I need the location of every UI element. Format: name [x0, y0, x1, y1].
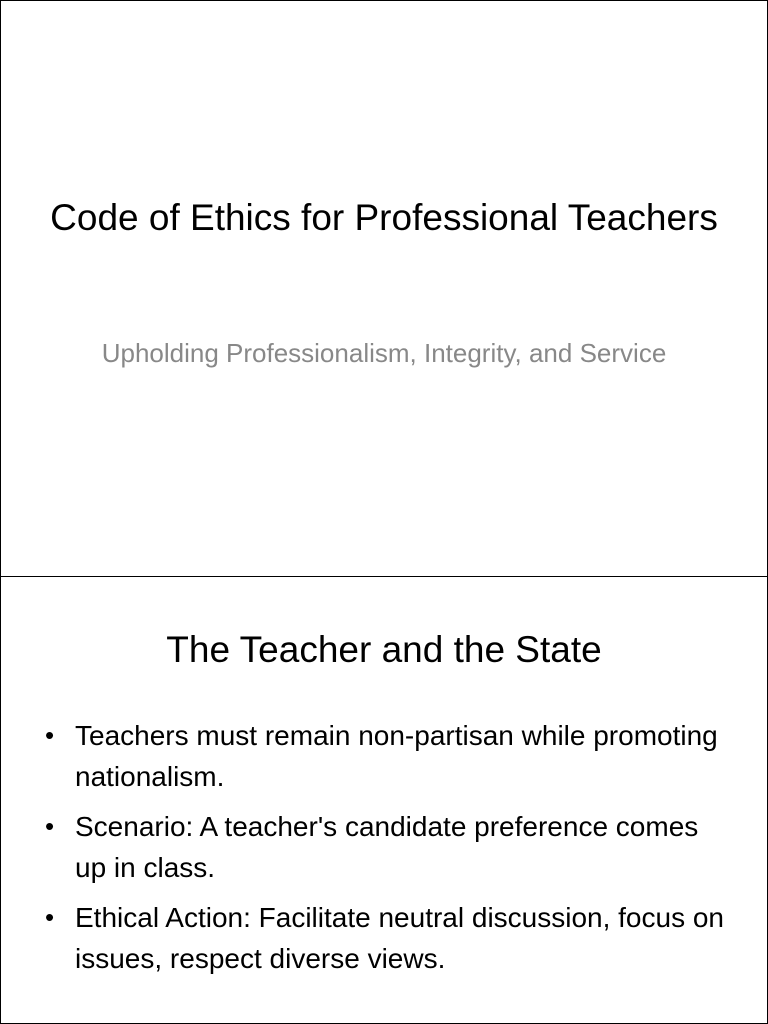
bullet-text: Ethical Action: Facilitate neutral discussion, focus on issues, respect diverse views.	[75, 902, 725, 974]
content-slide	[0, 576, 768, 1024]
bullet-item	[45, 715, 727, 797]
bullet-item	[45, 806, 727, 888]
bullet-icon: •	[45, 720, 55, 750]
bullet-item	[45, 897, 727, 979]
slide-title: Code of Ethics for Professional Teachers	[50, 197, 718, 238]
bullet-icon: •	[45, 811, 55, 841]
slide-title: The Teacher and the State	[166, 629, 602, 670]
bullet-text: Teachers must remain non-partisan while promoting nationalism.	[75, 720, 718, 792]
bullet-list	[45, 715, 727, 988]
bullet-icon: •	[45, 902, 55, 932]
bullet-text: Scenario: A teacher's candidate preference comes up in class.	[75, 811, 699, 883]
slide-subtitle: Upholding Professionalism, Integrity, and Service	[101, 338, 667, 368]
